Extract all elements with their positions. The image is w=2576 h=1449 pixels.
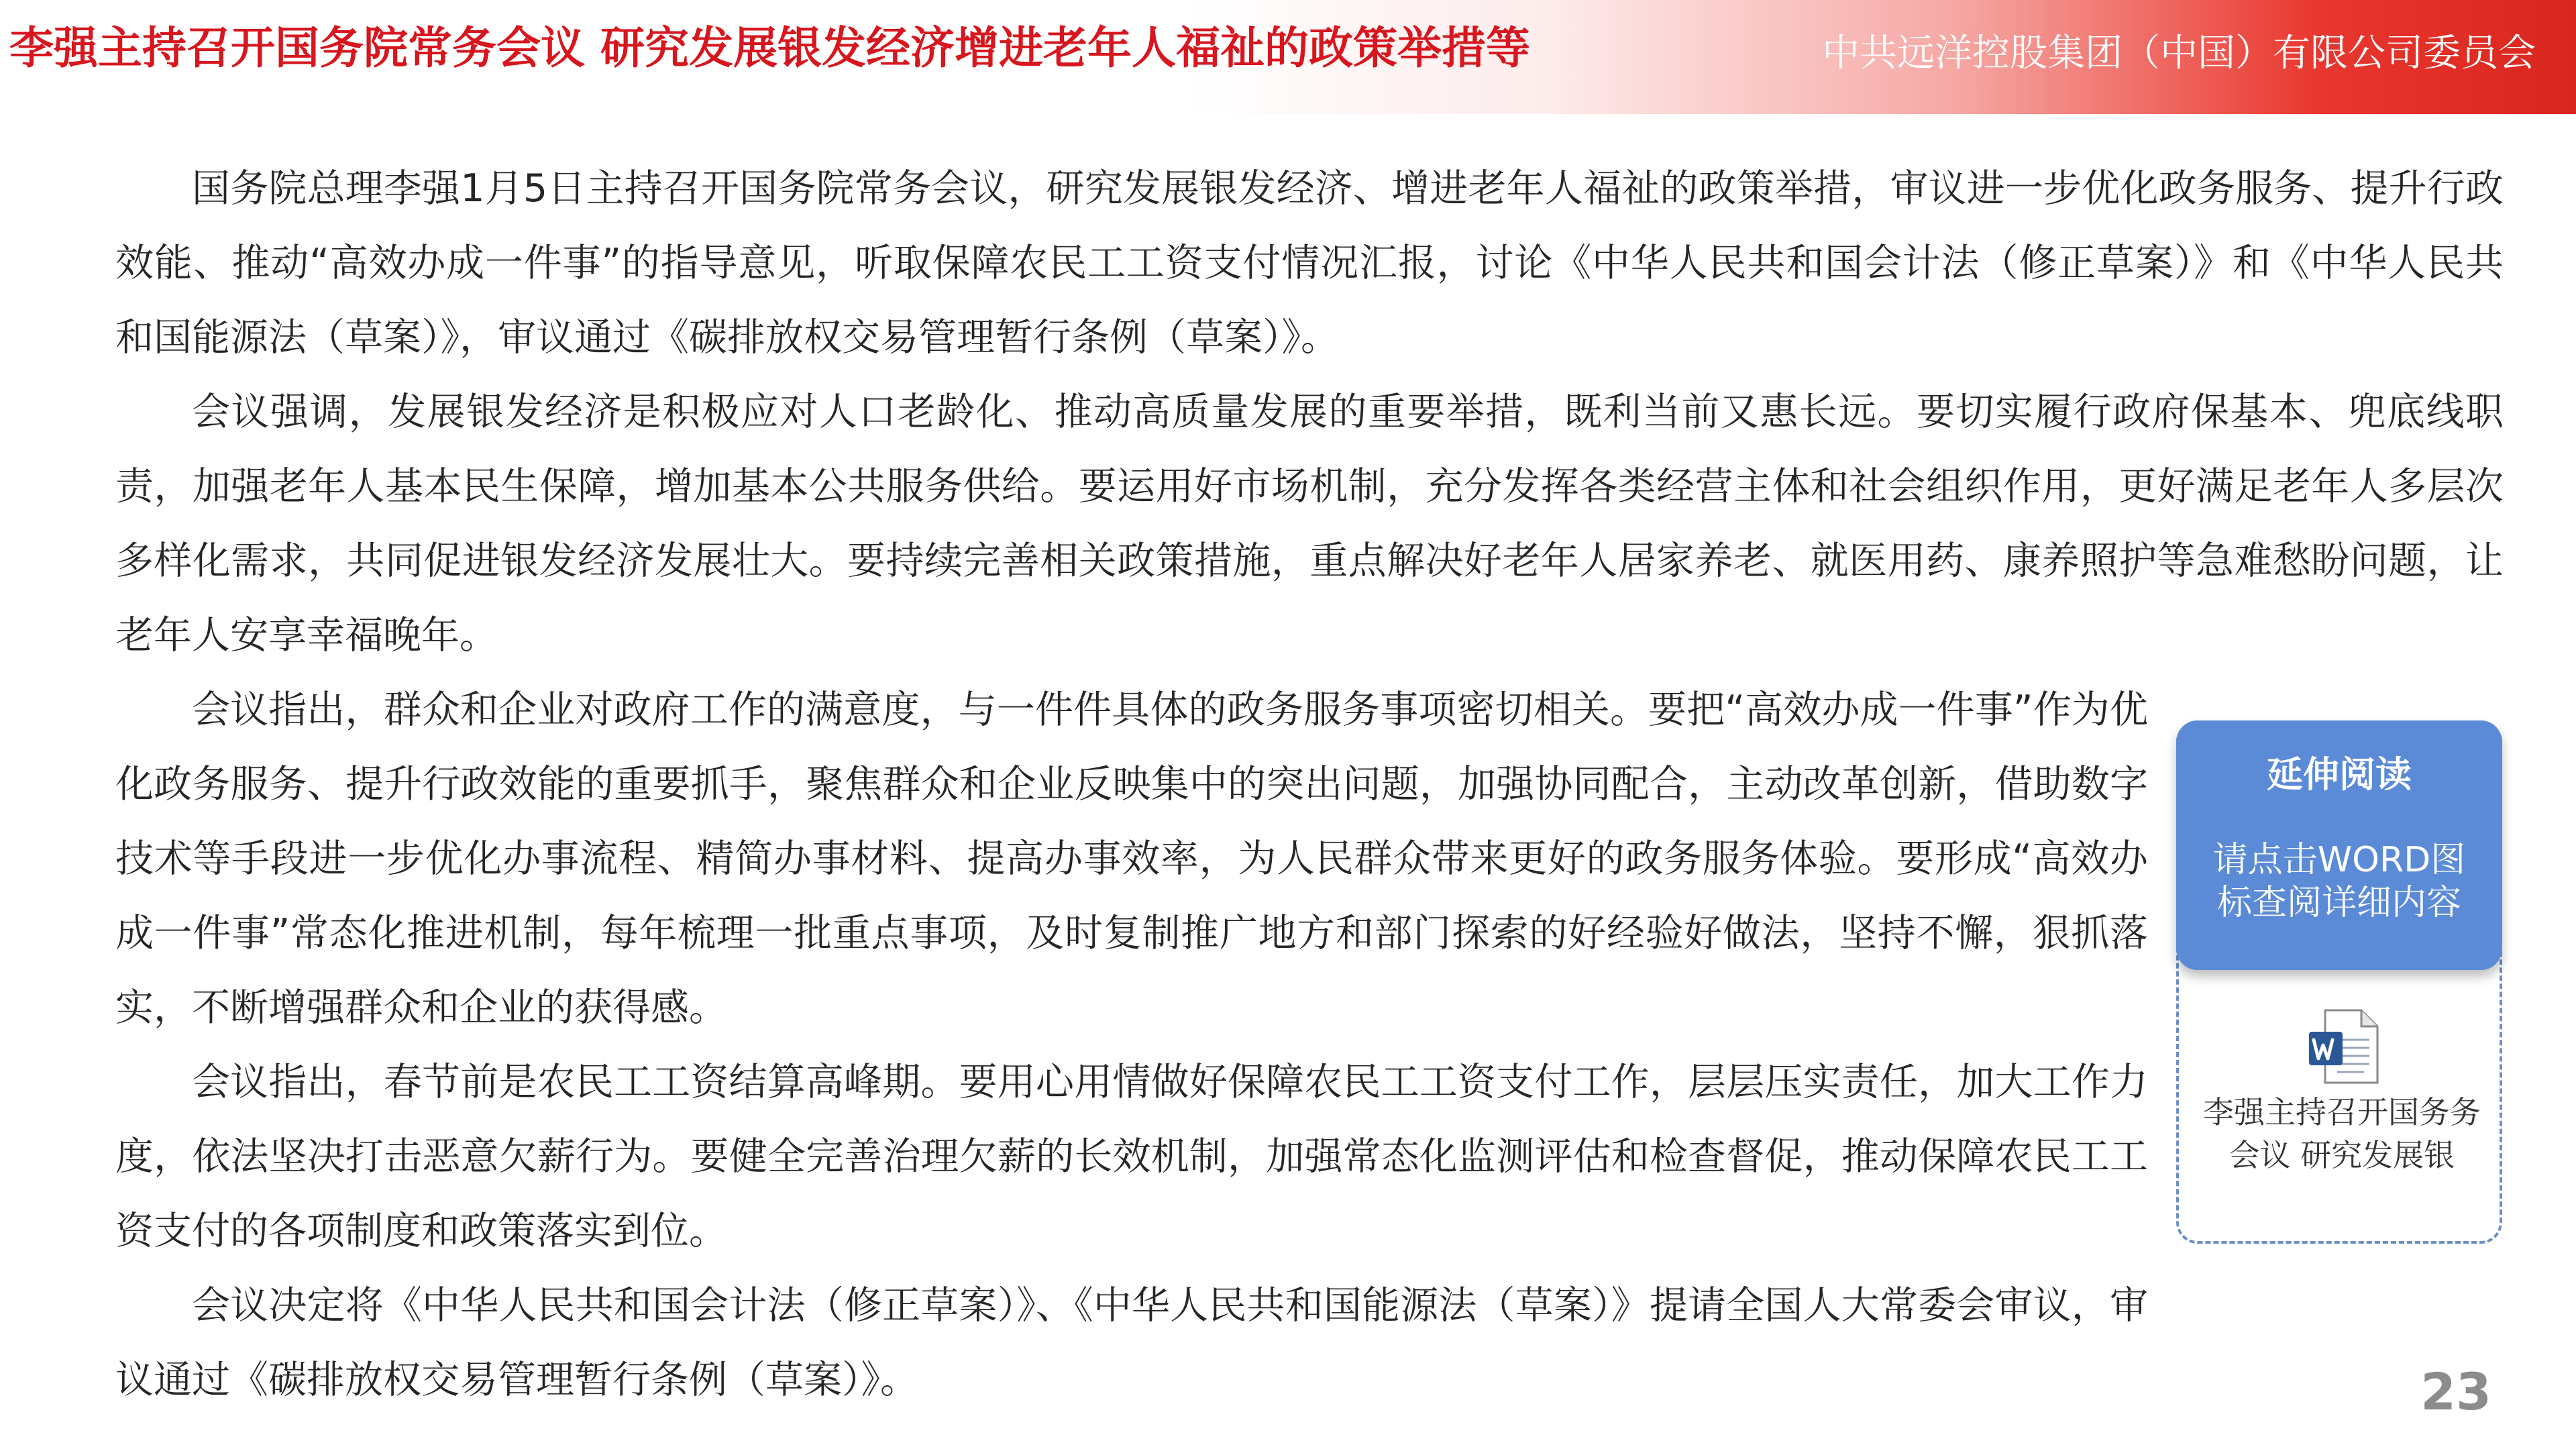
extended-reading-hint: 请点击WORD图标查阅详细内容 (2212, 840, 2466, 923)
slide-title: 李强主持召开国务院常务会议 研究发展银发经济增进老年人福祉的政策举措等 (9, 22, 1530, 74)
extended-reading-header (2176, 720, 2502, 970)
page-number: 23 (2420, 1362, 2491, 1421)
linked-document-name[interactable]: 李强主持召开国务务会议 研究发展银 (2203, 1094, 2481, 1173)
extended-reading-title: 延伸阅读 (2267, 753, 2412, 796)
extended-reading-card (2176, 720, 2502, 1244)
header-bar (0, 0, 2576, 114)
organization-name: 中共远洋控股集团（中国）有限公司委员会 (1822, 32, 2536, 75)
paragraph-1: 国务院总理李强1月5日主持召开国务院常务会议，研究发展银发经济、增进老年人福祉的政策举措，审议进一步优化政务服务、提升行政效能、推动“高效办成一件事”的指导意见，听取保障农民工工资支付情况汇报，讨论《中华人民共和国会计法（修正草案）》和《中华人民共和国能源法（草案）》，审议通过《碳排放权交易管理暂行条例（草案）》。 (115, 166, 2504, 360)
paragraph-4: 会议指出，春节前是农民工工资结算高峰期。要用心用情做好保障农民工工资支付工作，层层压实责任，加大工作力度，依法坚决打击恶意欠薪行为。要健全完善治理欠薪的长效机制，加强常态化监测评估和检查督促，推动保障农民工工资支付的各项制度和政策落实到位。 (115, 1060, 2148, 1253)
paragraph-3: 会议指出，群众和企业对政府工作的满意度，与一件件具体的政务服务事项密切相关。要把“高效办成一件事”作为优化政务服务、提升行政效能的重要抓手，聚焦群众和企业反映集中的突出问题，加强协同配合，主动改革创新，借助数字技术等手段进一步优化办事流程、精简办事材料、提高办事效率，为人民群众带来更好的政务服务体验。要形成“高效办成一件事”常态化推进机制，每年梳理一批重点事项，及时复制推广地方和部门探索的好经验好做法，坚持不懈，狠抓落实，不断增强群众和企业的获得感。 (115, 688, 2148, 1030)
article-body (115, 152, 2504, 1417)
word-document-icon[interactable] (2302, 1005, 2385, 1088)
paragraph-5: 会议决定将《中华人民共和国会计法（修正草案）》、《中华人民共和国能源法（草案）》提请全国人大常委会审议，审议通过《碳排放权交易管理暂行条例（草案）》。 (115, 1283, 2148, 1402)
paragraph-2: 会议强调，发展银发经济是积极应对人口老龄化、推动高质量发展的重要举措，既利当前又惠长远。要切实履行政府保基本、兜底线职责，加强老年人基本民生保障，增加基本公共服务供给。要运用好市场机制，充分发挥各类经营主体和社会组织作用，更好满足老年人多层次多样化需求，共同促进银发经济发展壮大。要持续完善相关政策措施，重点解决好老年人居家养老、就医用药、康养照护等急难愁盼问题，让老年人安享幸福晚年。 (115, 390, 2504, 657)
